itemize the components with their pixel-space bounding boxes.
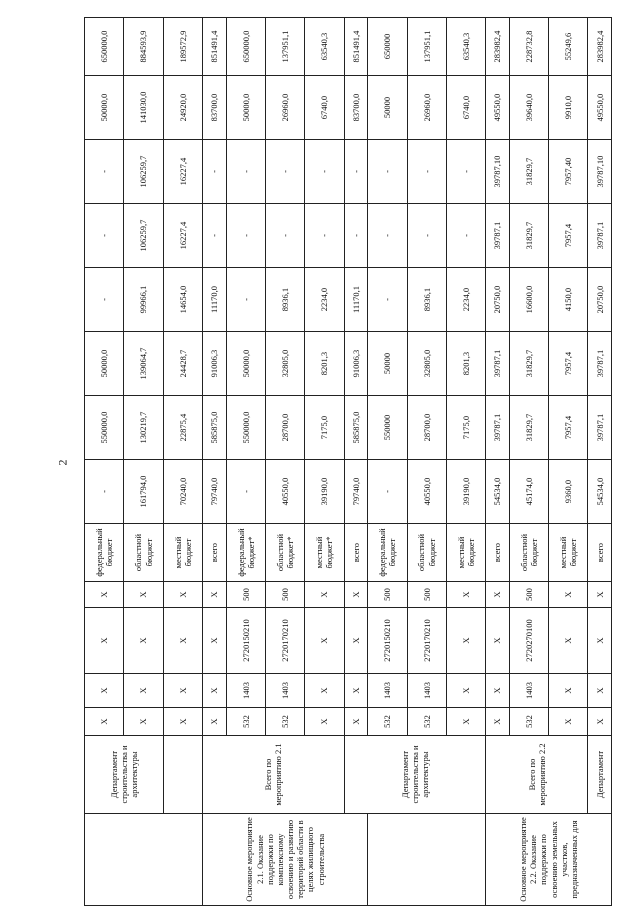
amount-cell: 228732,8: [509, 18, 548, 76]
rotated-page: [84, 18, 612, 906]
amount-cell: -: [203, 140, 227, 204]
amount-cell: 39787,1: [588, 332, 612, 396]
funding-source-cell: федеральный бюджет: [85, 524, 124, 582]
amount-cell: 7175,0: [305, 396, 344, 460]
amount-cell: 28700,0: [407, 396, 446, 460]
amount-cell: 141030,0: [124, 76, 163, 140]
amount-cell: 54534,0: [588, 460, 612, 524]
code-cell: X: [124, 708, 163, 736]
code-cell: X: [588, 582, 612, 608]
code-cell: X: [446, 708, 485, 736]
amount-cell: 585875,0: [203, 396, 227, 460]
amount-cell: 40550,0: [407, 460, 446, 524]
amount-cell: 79740,0: [344, 460, 368, 524]
code-cell: X: [344, 582, 368, 608]
amount-cell: 550000: [368, 396, 407, 460]
amount-cell: 8201,3: [305, 332, 344, 396]
code-cell: X: [446, 608, 485, 674]
amount-cell: 31829,7: [509, 204, 548, 268]
funding-source-cell: областной бюджет: [407, 524, 446, 582]
funding-source-cell: всего: [203, 524, 227, 582]
responsible-cell: Всего по мероприятию 2.2: [486, 736, 588, 814]
code-cell: X: [588, 708, 612, 736]
amount-cell: 14654,0: [163, 268, 202, 332]
amount-cell: 11170,0: [203, 268, 227, 332]
amount-cell: 32805,0: [265, 332, 304, 396]
amount-cell: 16227,4: [163, 204, 202, 268]
code-cell: 1403: [226, 674, 265, 708]
amount-cell: -: [85, 460, 124, 524]
code-cell: X: [124, 608, 163, 674]
funding-source-cell: местный бюджет: [446, 524, 485, 582]
code-cell: 500: [509, 582, 548, 608]
amount-cell: 24920,0: [163, 76, 202, 140]
code-cell: 2720270100: [509, 608, 548, 674]
activity-title-cell: Основное мероприятие 2.2. Оказание поддержки по освоению земельных участков, предназначенных для: [486, 814, 612, 906]
amount-cell: 137951,1: [265, 18, 304, 76]
code-cell: X: [344, 708, 368, 736]
code-cell: X: [163, 674, 202, 708]
amount-cell: 8201,3: [446, 332, 485, 396]
amount-cell: -: [226, 140, 265, 204]
funding-source-cell: всего: [344, 524, 368, 582]
amount-cell: 851491,4: [344, 18, 368, 76]
code-cell: X: [446, 582, 485, 608]
funding-source-cell: областной бюджет: [124, 524, 163, 582]
code-cell: X: [85, 582, 124, 608]
amount-cell: 283982,4: [486, 18, 510, 76]
amount-cell: 24428,7: [163, 332, 202, 396]
code-cell: X: [203, 674, 227, 708]
amount-cell: 40550,0: [265, 460, 304, 524]
amount-cell: -: [344, 204, 368, 268]
amount-cell: 7957,4: [549, 332, 588, 396]
amount-cell: 9910,0: [549, 76, 588, 140]
code-cell: X: [203, 582, 227, 608]
amount-cell: 16227,4: [163, 140, 202, 204]
responsible-cell: [163, 736, 202, 814]
code-cell: X: [344, 608, 368, 674]
amount-cell: 70240,0: [163, 460, 202, 524]
amount-cell: 32805,0: [407, 332, 446, 396]
responsible-cell: Департамент строительства и архитектуры: [344, 736, 486, 814]
amount-cell: -: [226, 268, 265, 332]
amount-cell: 851491,4: [203, 18, 227, 76]
code-cell: X: [486, 674, 510, 708]
funding-source-cell: областной бюджет*: [265, 524, 304, 582]
code-cell: X: [486, 582, 510, 608]
amount-cell: 49550,0: [486, 76, 510, 140]
amount-cell: 28700,0: [265, 396, 304, 460]
amount-cell: -: [446, 140, 485, 204]
amount-cell: 79740,0: [203, 460, 227, 524]
table-row: [163, 18, 202, 906]
code-cell: 2720170210: [265, 608, 304, 674]
code-cell: X: [85, 708, 124, 736]
code-cell: 532: [226, 708, 265, 736]
amount-cell: 20750,0: [486, 268, 510, 332]
amount-cell: 7175,0: [446, 396, 485, 460]
amount-cell: 39190,0: [305, 460, 344, 524]
code-cell: X: [549, 674, 588, 708]
amount-cell: -: [85, 140, 124, 204]
amount-cell: -: [265, 140, 304, 204]
code-cell: X: [124, 674, 163, 708]
code-cell: 500: [265, 582, 304, 608]
code-cell: X: [305, 608, 344, 674]
code-cell: X: [203, 608, 227, 674]
amount-cell: 550000,0: [226, 396, 265, 460]
amount-cell: 650000: [368, 18, 407, 76]
amount-cell: 91006,3: [203, 332, 227, 396]
amount-cell: 20750,0: [588, 268, 612, 332]
amount-cell: 283982,4: [588, 18, 612, 76]
amount-cell: -: [85, 268, 124, 332]
amount-cell: 39787,1: [486, 396, 510, 460]
amount-cell: 31829,7: [509, 140, 548, 204]
code-cell: X: [85, 674, 124, 708]
amount-cell: -: [368, 140, 407, 204]
code-cell: 532: [407, 708, 446, 736]
amount-cell: 550000,0: [85, 396, 124, 460]
amount-cell: 45174,0: [509, 460, 548, 524]
code-cell: X: [549, 708, 588, 736]
funding-source-cell: федеральный бюджет*: [226, 524, 265, 582]
code-cell: 1403: [368, 674, 407, 708]
amount-cell: 50000: [368, 76, 407, 140]
code-cell: X: [163, 608, 202, 674]
amount-cell: -: [85, 204, 124, 268]
funding-source-cell: местный бюджет*: [305, 524, 344, 582]
amount-cell: 650000,0: [226, 18, 265, 76]
amount-cell: 4150,0: [549, 268, 588, 332]
amount-cell: 63540,3: [305, 18, 344, 76]
page-number: 2: [55, 459, 70, 466]
code-cell: 532: [265, 708, 304, 736]
funding-source-cell: областной бюджет: [509, 524, 548, 582]
code-cell: X: [344, 674, 368, 708]
amount-cell: -: [203, 204, 227, 268]
amount-cell: -: [368, 460, 407, 524]
table-row: [486, 18, 510, 906]
code-cell: 1403: [509, 674, 548, 708]
amount-cell: 39787,1: [486, 204, 510, 268]
code-cell: 532: [509, 708, 548, 736]
amount-cell: -: [226, 460, 265, 524]
code-cell: X: [305, 582, 344, 608]
budget-table: [84, 17, 612, 906]
code-cell: X: [588, 608, 612, 674]
code-cell: X: [163, 582, 202, 608]
amount-cell: 9360,0: [549, 460, 588, 524]
amount-cell: 50000: [368, 332, 407, 396]
amount-cell: 50000,0: [226, 76, 265, 140]
amount-cell: 63540,3: [446, 18, 485, 76]
code-cell: 2720150210: [226, 608, 265, 674]
amount-cell: 161794,0: [124, 460, 163, 524]
amount-cell: 11170,1: [344, 268, 368, 332]
amount-cell: 31829,7: [509, 332, 548, 396]
code-cell: X: [305, 708, 344, 736]
amount-cell: 7957,40: [549, 140, 588, 204]
amount-cell: 91006,3: [344, 332, 368, 396]
amount-cell: 8936,1: [407, 268, 446, 332]
amount-cell: 39787,10: [588, 140, 612, 204]
amount-cell: 2234,0: [305, 268, 344, 332]
table-body: [85, 18, 612, 906]
code-cell: 2720150210: [368, 608, 407, 674]
amount-cell: 7957,4: [549, 204, 588, 268]
amount-cell: 137951,1: [407, 18, 446, 76]
amount-cell: 50000,0: [85, 332, 124, 396]
amount-cell: -: [305, 204, 344, 268]
code-cell: 2720170210: [407, 608, 446, 674]
code-cell: X: [486, 608, 510, 674]
funding-source-cell: местный бюджет: [549, 524, 588, 582]
activity-title-cell: Основное мероприятие 2.1. Оказание поддержки по комплексному освоению и развитию территорий области в целях жилищного строительства: [203, 814, 368, 906]
amount-cell: 16600,0: [509, 268, 548, 332]
responsible-cell: Всего по мероприятию 2.1: [203, 736, 345, 814]
amount-cell: 8936,1: [265, 268, 304, 332]
amount-cell: -: [265, 204, 304, 268]
code-cell: X: [305, 674, 344, 708]
funding-source-cell: федеральный бюджет: [368, 524, 407, 582]
code-cell: 500: [368, 582, 407, 608]
amount-cell: 7957,4: [549, 396, 588, 460]
code-cell: 532: [368, 708, 407, 736]
amount-cell: 106259,7: [124, 140, 163, 204]
amount-cell: 130219,7: [124, 396, 163, 460]
amount-cell: 39787,1: [486, 332, 510, 396]
amount-cell: 39190,0: [446, 460, 485, 524]
code-cell: X: [163, 708, 202, 736]
code-cell: 500: [226, 582, 265, 608]
amount-cell: 54534,0: [486, 460, 510, 524]
amount-cell: 39787,1: [588, 396, 612, 460]
amount-cell: 106259,7: [124, 204, 163, 268]
amount-cell: 22875,4: [163, 396, 202, 460]
amount-cell: -: [446, 204, 485, 268]
amount-cell: -: [407, 204, 446, 268]
amount-cell: -: [305, 140, 344, 204]
amount-cell: 31829,7: [509, 396, 548, 460]
table-row: [588, 18, 612, 906]
amount-cell: 26960,0: [407, 76, 446, 140]
amount-cell: 2234,0: [446, 268, 485, 332]
amount-cell: 189572,9: [163, 18, 202, 76]
code-cell: X: [549, 582, 588, 608]
funding-source-cell: всего: [486, 524, 510, 582]
amount-cell: 6740,0: [446, 76, 485, 140]
amount-cell: 99966,1: [124, 268, 163, 332]
code-cell: X: [588, 674, 612, 708]
table-row: [85, 18, 124, 906]
amount-cell: -: [368, 204, 407, 268]
amount-cell: 39640,0: [509, 76, 548, 140]
amount-cell: 83700,0: [344, 76, 368, 140]
code-cell: X: [124, 582, 163, 608]
code-cell: X: [446, 674, 485, 708]
amount-cell: 49550,0: [588, 76, 612, 140]
amount-cell: -: [368, 268, 407, 332]
code-cell: X: [549, 608, 588, 674]
amount-cell: 139064,7: [124, 332, 163, 396]
amount-cell: 39787,1: [588, 204, 612, 268]
code-cell: 1403: [265, 674, 304, 708]
amount-cell: 650000,0: [85, 18, 124, 76]
amount-cell: 50000,0: [226, 332, 265, 396]
amount-cell: 884593,9: [124, 18, 163, 76]
amount-cell: -: [407, 140, 446, 204]
code-cell: X: [203, 708, 227, 736]
amount-cell: -: [344, 140, 368, 204]
responsible-cell: Департамент: [588, 736, 612, 814]
code-cell: X: [486, 708, 510, 736]
amount-cell: 26960,0: [265, 76, 304, 140]
amount-cell: 6740,0: [305, 76, 344, 140]
amount-cell: 83700,0: [203, 76, 227, 140]
activity-title-cell: [85, 814, 203, 906]
funding-source-cell: местный бюджет: [163, 524, 202, 582]
activity-title-cell: [368, 814, 486, 906]
responsible-cell: Департамент строительства и архитектуры: [85, 736, 164, 814]
code-cell: 500: [407, 582, 446, 608]
amount-cell: 55249,6: [549, 18, 588, 76]
table-row: [203, 18, 227, 906]
table-row: [344, 18, 368, 906]
code-cell: 1403: [407, 674, 446, 708]
funding-source-cell: всего: [588, 524, 612, 582]
amount-cell: 50000,0: [85, 76, 124, 140]
amount-cell: -: [226, 204, 265, 268]
code-cell: X: [85, 608, 124, 674]
amount-cell: 39787,10: [486, 140, 510, 204]
amount-cell: 585875,0: [344, 396, 368, 460]
